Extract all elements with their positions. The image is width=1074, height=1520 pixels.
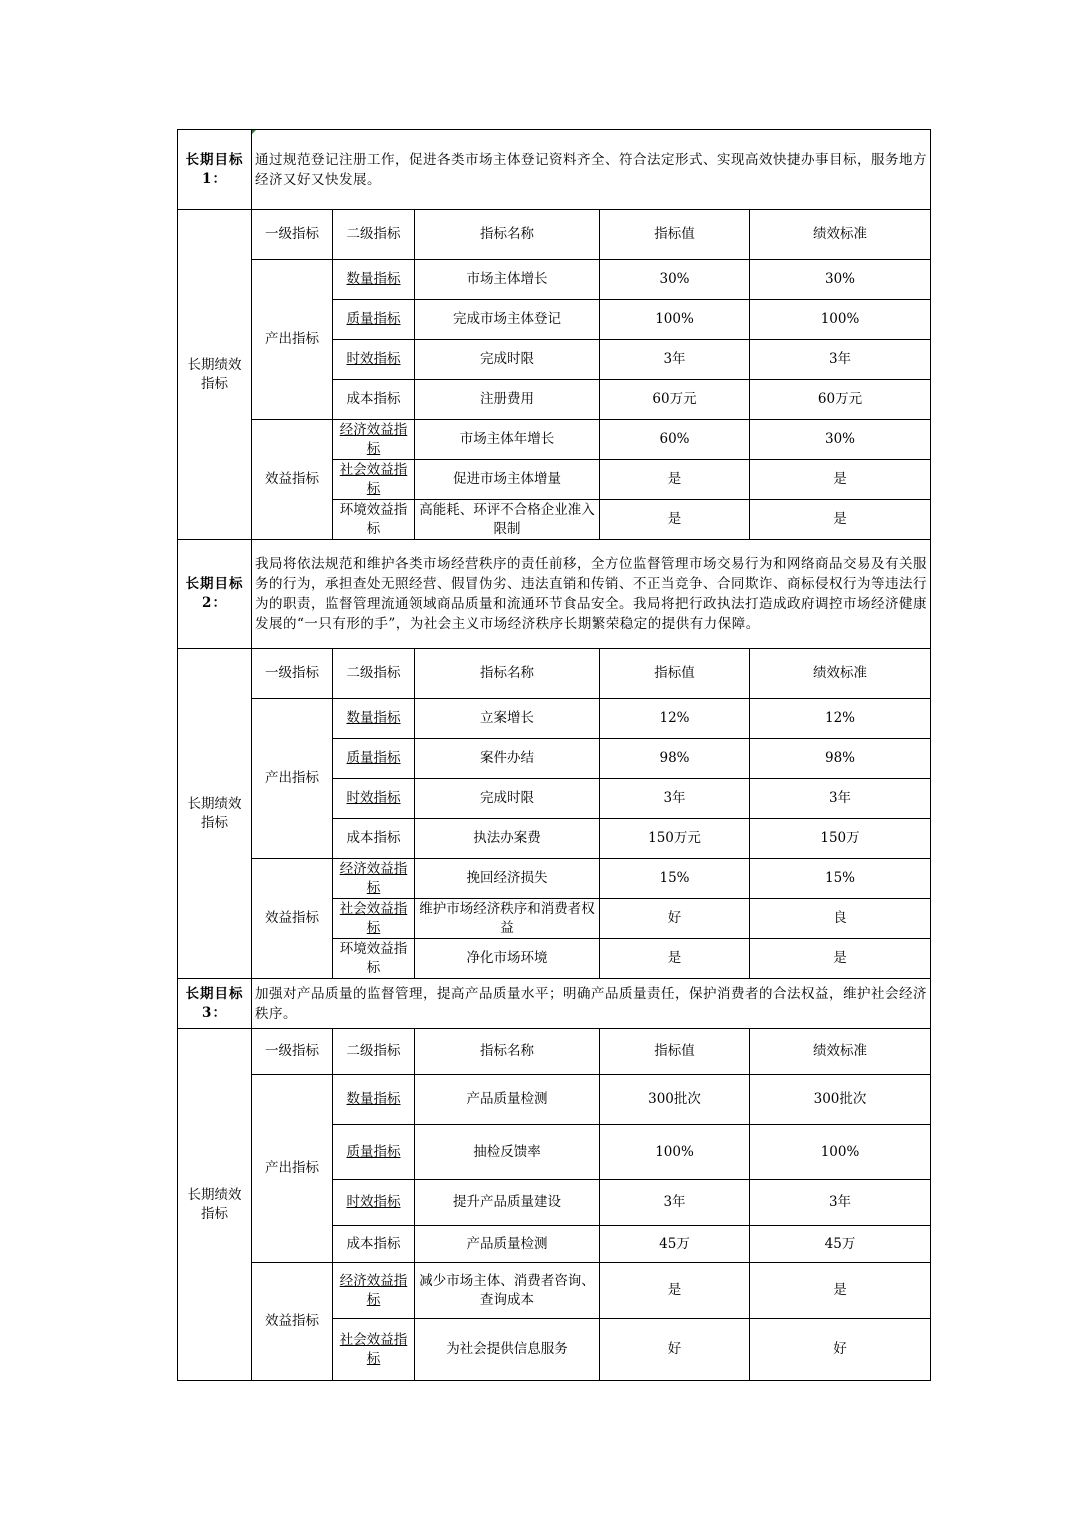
level2-environment: 环境效益指标 [333, 939, 415, 979]
table-row [178, 859, 931, 899]
goal-text: 我局将依法规范和维护各类市场经营秩序的责任前移，全方位监督管理市场交易行为和网络商品交易及有关服务的行为，承担查处无照经营、假冒伪劣、违法直销和传销、不正当竞争、合同欺诈、商标侵权行为等违法行为的职责，监督管理流通领域商品质量和流通环节食品安全。我局将把行政执法打造成政府调控市场经济健康发展的“一只有形的手”，为社会主义市场经济秩序长期繁荣稳定的提供有力保障。 [252, 540, 931, 649]
performance-table [177, 129, 931, 1381]
level2-economic-link[interactable]: 经济效益指标 [333, 859, 415, 899]
level1-output: 产出指标 [252, 260, 333, 420]
level2-quantity-link[interactable]: 数量指标 [333, 260, 415, 300]
level1-benefit: 效益指标 [252, 1263, 333, 1381]
indicator-standard: 98% [750, 739, 931, 779]
level2-environment: 环境效益指标 [333, 500, 415, 540]
indicator-value: 好 [600, 899, 750, 939]
goal-row [178, 540, 931, 649]
level1-benefit: 效益指标 [252, 420, 333, 540]
indicator-standard: 是 [750, 460, 931, 500]
indicator-value: 3年 [600, 340, 750, 380]
table-row [178, 420, 931, 460]
indicator-value: 15% [600, 859, 750, 899]
indicator-value: 是 [600, 939, 750, 979]
indicator-name: 高能耗、环评不合格企业准入限制 [415, 500, 600, 540]
header-level2: 二级指标 [333, 1029, 415, 1075]
indicator-value: 是 [600, 460, 750, 500]
indicator-standard: 30% [750, 420, 931, 460]
goal-label: 长期目标2： [178, 540, 252, 649]
header-level1: 一级指标 [252, 210, 333, 260]
indicator-name: 市场主体年增长 [415, 420, 600, 460]
indicator-name: 市场主体增长 [415, 260, 600, 300]
level2-quantity-link[interactable]: 数量指标 [333, 699, 415, 739]
indicator-standard: 100% [750, 1125, 931, 1180]
header-value: 指标值 [600, 210, 750, 260]
level2-timeliness-link[interactable]: 时效指标 [333, 1180, 415, 1226]
level2-social-link[interactable]: 社会效益指标 [333, 1319, 415, 1381]
indicator-standard: 是 [750, 939, 931, 979]
indicator-name: 挽回经济损失 [415, 859, 600, 899]
header-standard: 绩效标准 [750, 210, 931, 260]
indicator-standard: 是 [750, 1263, 931, 1319]
header-value: 指标值 [600, 1029, 750, 1075]
indicator-value: 是 [600, 1263, 750, 1319]
indicator-value: 好 [600, 1319, 750, 1381]
header-name: 指标名称 [415, 1029, 600, 1075]
header-level2: 二级指标 [333, 649, 415, 699]
level2-quantity-link[interactable]: 数量指标 [333, 1075, 415, 1125]
perf-label: 长期绩效指标 [178, 649, 252, 979]
indicator-standard: 好 [750, 1319, 931, 1381]
indicator-value: 45万 [600, 1226, 750, 1263]
header-row [178, 649, 931, 699]
header-standard: 绩效标准 [750, 1029, 931, 1075]
indicator-name: 净化市场环境 [415, 939, 600, 979]
indicator-value: 100% [600, 1125, 750, 1180]
indicator-name: 为社会提供信息服务 [415, 1319, 600, 1381]
level2-social-link[interactable]: 社会效益指标 [333, 460, 415, 500]
indicator-name: 完成时限 [415, 340, 600, 380]
goal-text: 通过规范登记注册工作，促进各类市场主体登记资料齐全、符合法定形式、实现高效快捷办事目标，服务地方经济又好又快发展。 [252, 130, 931, 210]
table-row [178, 1263, 931, 1319]
header-level1: 一级指标 [252, 649, 333, 699]
indicator-name: 案件办结 [415, 739, 600, 779]
header-name: 指标名称 [415, 210, 600, 260]
indicator-name: 维护市场经济秩序和消费者权益 [415, 899, 600, 939]
indicator-value: 150万元 [600, 819, 750, 859]
indicator-name: 执法办案费 [415, 819, 600, 859]
indicator-name: 产品质量检测 [415, 1226, 600, 1263]
indicator-value: 100% [600, 300, 750, 340]
indicator-standard: 60万元 [750, 380, 931, 420]
indicator-standard: 12% [750, 699, 931, 739]
header-value: 指标值 [600, 649, 750, 699]
indicator-name: 减少市场主体、消费者咨询、查询成本 [415, 1263, 600, 1319]
indicator-standard: 3年 [750, 779, 931, 819]
indicator-value: 3年 [600, 779, 750, 819]
indicator-name: 提升产品质量建设 [415, 1180, 600, 1226]
header-level2: 二级指标 [333, 210, 415, 260]
indicator-name: 立案增长 [415, 699, 600, 739]
level2-cost: 成本指标 [333, 1226, 415, 1263]
table-row [178, 260, 931, 300]
level2-quality-link[interactable]: 质量指标 [333, 1125, 415, 1180]
header-name: 指标名称 [415, 649, 600, 699]
goal-row [178, 130, 931, 210]
level1-benefit: 效益指标 [252, 859, 333, 979]
indicator-name: 完成市场主体登记 [415, 300, 600, 340]
indicator-standard: 3年 [750, 340, 931, 380]
indicator-standard: 3年 [750, 1180, 931, 1226]
level1-output: 产出指标 [252, 699, 333, 859]
indicator-standard: 是 [750, 500, 931, 540]
indicator-name: 抽检反馈率 [415, 1125, 600, 1180]
level2-quality-link[interactable]: 质量指标 [333, 300, 415, 340]
indicator-standard: 15% [750, 859, 931, 899]
indicator-value: 12% [600, 699, 750, 739]
indicator-value: 是 [600, 500, 750, 540]
goal-text: 加强对产品质量的监督管理，提高产品质量水平；明确产品质量责任，保护消费者的合法权益，维护社会经济秩序。 [252, 979, 931, 1029]
level1-output: 产出指标 [252, 1075, 333, 1263]
level2-cost: 成本指标 [333, 380, 415, 420]
indicator-value: 3年 [600, 1180, 750, 1226]
indicator-standard: 30% [750, 260, 931, 300]
header-row [178, 210, 931, 260]
table-row [178, 699, 931, 739]
indicator-name: 注册费用 [415, 380, 600, 420]
perf-label: 长期绩效指标 [178, 1029, 252, 1381]
perf-label: 长期绩效指标 [178, 210, 252, 540]
goal-label: 长期目标1： [178, 130, 252, 210]
level2-economic-link[interactable]: 经济效益指标 [333, 1263, 415, 1319]
indicator-standard: 45万 [750, 1226, 931, 1263]
goal-row [178, 979, 931, 1029]
indicator-standard: 100% [750, 300, 931, 340]
header-row [178, 1029, 931, 1075]
indicator-value: 98% [600, 739, 750, 779]
indicator-value: 60% [600, 420, 750, 460]
level2-timeliness-link[interactable]: 时效指标 [333, 779, 415, 819]
table-row [178, 1075, 931, 1125]
indicator-standard: 150万 [750, 819, 931, 859]
indicator-value: 60万元 [600, 380, 750, 420]
indicator-standard: 300批次 [750, 1075, 931, 1125]
indicator-value: 300批次 [600, 1075, 750, 1125]
header-level1: 一级指标 [252, 1029, 333, 1075]
indicator-name: 完成时限 [415, 779, 600, 819]
level2-quality-link[interactable]: 质量指标 [333, 739, 415, 779]
level2-social-link[interactable]: 社会效益指标 [333, 899, 415, 939]
indicator-name: 产品质量检测 [415, 1075, 600, 1125]
level2-cost: 成本指标 [333, 819, 415, 859]
header-standard: 绩效标准 [750, 649, 931, 699]
level2-economic-link[interactable]: 经济效益指标 [333, 420, 415, 460]
goal-label: 长期目标3： [178, 979, 252, 1029]
indicator-value: 30% [600, 260, 750, 300]
indicator-name: 促进市场主体增量 [415, 460, 600, 500]
level2-timeliness-link[interactable]: 时效指标 [333, 340, 415, 380]
indicator-standard: 良 [750, 899, 931, 939]
